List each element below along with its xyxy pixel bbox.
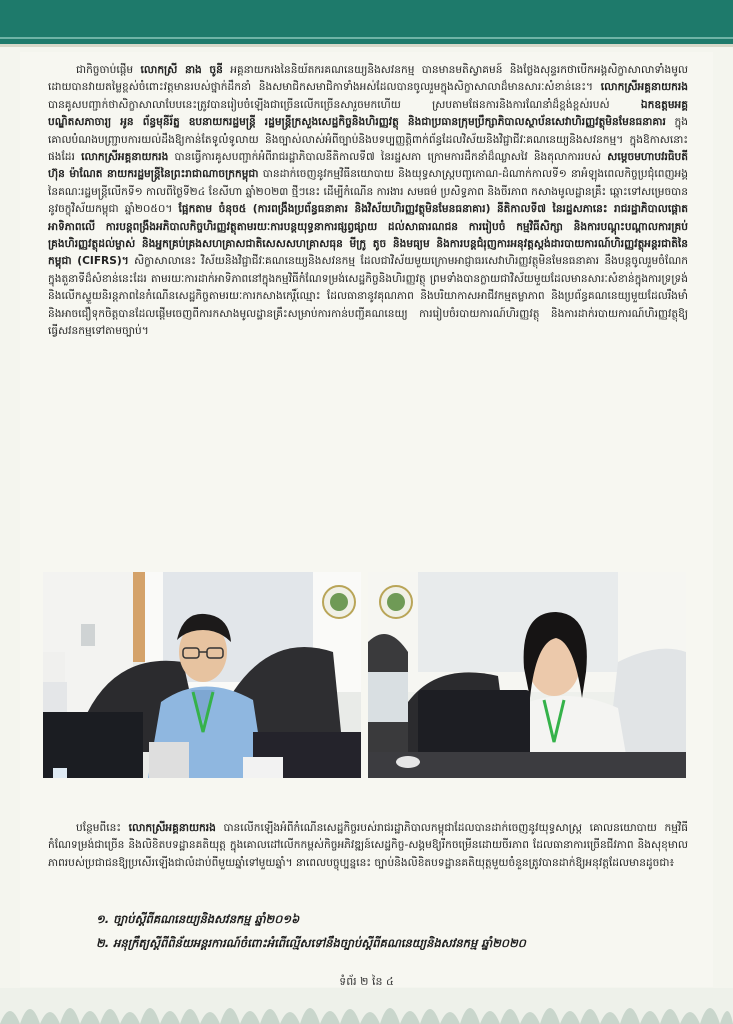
para2-text: បន្ថែមពីនេះ <box>76 822 129 834</box>
photo-participant-male <box>43 572 361 778</box>
para1-text: បានដាក់ចេញនូវកម្មវិធីនយោបាយ និងយុទ្ធសាស្ត្របញ្ចកោណ-ដំណាក់កាលទី១ នាអំឡុងពេលកិច្ចប្រជុំពេញអង្គនៃគណៈរដ្ឋមន្ត្រីលើកទី១ កាលពីថ្ងៃទី២៤ ខែសីហា ឆ្នាំ២០២៣ ថ្មីៗនេះ ដើម្បីកំណើន ការងារ សមធម៌ ប្រសិទ្ធភាព និងចីរភាព កសាងមូលដ្ឋានគ្រឹះ ឆ្ពោះទៅសម្រេចបាននូវចក្ខុវិស័យកម្ពុជា ឆ្នាំ២០៥០។ <box>48 168 688 216</box>
page-number: ទំព័រ ២ នៃ ៤ <box>339 975 394 988</box>
para1-text: បានធ្វើការគូសបញ្ជាក់អំពីរាជរដ្ឋាភិបាលនីតិកាលទី៧ នៃរដ្ឋសភា ក្រោមការដឹកនាំដ៏ឈ្លាសវៃ និងតុលាការរបស់ <box>168 151 608 164</box>
photo-participant-male-image <box>43 572 361 778</box>
para1-name-deputy-title: លោកស្រីអគ្គនាយករង <box>81 151 169 164</box>
paragraph-1 <box>48 62 688 562</box>
para1-text: ក្នុងគោលបំណងបញ្ជ្រាបការយល់ដឹងឱ្យកាន់តែទូលំទូលាយ និងច្បាស់លាស់អំពីច្បាប់និងបទប្បញ្ញត្តិពាក់ព័ន្ធដែលវិស័យនិងវិជ្ជាជីវៈគណនេយ្យនិងសវនកម្ម។ ក្នុងឱកាសនោះផងដែរ <box>48 116 688 164</box>
para1-name-prime-minister: សម្តេចមហាបវរធិបតី ហ៊ុន ម៉ាណែត នាយករដ្ឋមន្ត្រីនៃព្រះរាជាណាចក្រកម្ពុជា <box>48 151 688 181</box>
photo-participant-female-image <box>368 572 686 778</box>
para1-text: សិក្ខាសាលានេះ វិស័យនិងវិជ្ជាជីវៈគណនេយ្យនិងសវនកម្ម ដែលជាវិស័យមួយក្រោមអាជ្ញាធរសេវាហិរញ្ញវត្ថុមិនមែនធនាគារ នឹងបន្តចូលរួមចំណែកក្នុងតួនាទីដ៏សំខាន់នេះដែរ តាមរយៈការដាក់អាទិភាពនៅក្នុងកម្មវិធីកំណែទម្រង់សេដ្ឋកិច្ចនិងហិរញ្ញវត្ថុ ព្រមទាំងបានក្លាយជាវិស័យមួយដែលមានសារៈសំខាន់ក្នុងការទ្រទ្រង់ និងលើកស្ទួយនិរន្តភាពនៃកំណើនសេដ្ឋកិច្ចតាមរយៈការកសាងកេរ្តិ៍ឈ្មោះ ដែលធានានូវគុណភាព និងបរិយាកាសអាជីវកម្មតម្លាភាព និងប្រព័ន្ធគណនេយ្យមួយដែលរឹងមាំនិងអាចជឿទុកចិត្តបានដែលផ្តើមចេញពីការកសាងមូលដ្ឋានគ្រឹះសម្រាប់ការកាន់បញ្ជីគណនេយ្យ ការរៀបចំរបាយការណ៍ហិរញ្ញវត្ថុ និងការដាក់របាយការណ៍ហិរញ្ញវត្ថុឱ្យធ្វើសវនកម្មទៅតាមច្បាប់។ <box>48 255 688 338</box>
bottom-ornament-border <box>0 988 733 1024</box>
header-band-line <box>0 37 733 39</box>
para1-name-minister: ឯកឧត្តមអគ្គបណ្ឌិតសភាចារ្យ អូន ព័ន្ធមុនីរ័ត្ន ឧបនាយករដ្ឋមន្ត្រី រដ្ឋមន្ត្រីក្រសួងសេដ្ឋកិច្ចនិងហិរញ្ញវត្ថុ និងជាប្រធានក្រុមប្រឹក្សាភិបាលស្ថាប័នសេវាហិរញ្ញវត្ថុមិនមែនធនាគារ <box>48 98 688 129</box>
para1-name-deputy-title: លោកស្រីអគ្គនាយករង <box>600 81 688 94</box>
para1-bold-priority: ផ្អែកតាម ចំនុច៥ (ការពង្រឹងប្រព័ន្ធធនាគារ និងវិស័យហិរញ្ញវត្ថុមិនមែនធនាគារ) នីតិកាលទី៧ នៃរដ្ឋសភានេះ រាជរដ្ឋាភិបាលផ្តោតអាទិភាពលើ ការបន្តពង្រឹងអភិបាលកិច្ចហិរញ្ញវត្ថុតាមរយៈការបន្តយុទ្ធនាការផ្សព្វផ្សាយ ដល់សាធារណជន ការរៀបចំ កម្មវិធីសិក្សា និងការបណ្តុះបណ្តាលការគ្រប់គ្រងហិរញ្ញវត្ថុដល់ម្ចាស់ និងអ្នកគ្រប់គ្រងសហគ្រាសជាតិសេសសហគ្រាសធុន មីក្រូ តូច និងមធ្យម និងការបន្តជំរុញការអនុវត្តស្តង់ដារបាយការណ៍ហិរញ្ញវត្ថុអន្តរជាតិនៃកម្ពុជា (CIFRS)។ <box>48 203 688 268</box>
law-list-item: ១. ច្បាប់ស្តីពីគណនេយ្យនិងសវនកម្ម ឆ្នាំ២០១៦ <box>96 912 300 926</box>
para1-text: ជាកិច្ចចាប់ផ្តើម <box>76 64 141 76</box>
para1-name-deputy: លោកស្រី នាង ចូនី <box>140 64 223 76</box>
para2-name-deputy-title: លោកស្រីអគ្គនាយករង <box>128 822 216 834</box>
law-list-item: ២. អនុក្រឹត្យស្តីពីពិន័យអន្តរការណ៍ចំពោះអំពើល្មើសទៅនឹងច្បាប់ស្តីពីគណនេយ្យនិងសវនកម្ម ឆ្នាំ២០២០ <box>96 936 526 950</box>
para1-text: បានគូសបញ្ជាក់ថាសិក្ខាសាលាបែបនេះត្រូវបានរៀបចំឡើងជាច្រើនលើកច្រើនសារួចមកហើយ ស្របតាមផែនការនិងការណែនាំដ៏ខ្ពង់ខ្ពស់របស់ <box>48 98 641 111</box>
paragraph-2 <box>48 820 688 888</box>
para1-text: អគ្គនាយករងនៃនិយ័តករគណនេយ្យនិងសវនកម្ម បានមានមតិស្វាគមន៍ និងថ្លែងសុន្ទរកថាបើកអង្គសិក្ខាសាលាទាំងមូល ដោយបានវាយតម្លៃខ្ពស់ចំពោះវត្តមានរបស់ថ្នាក់ដឹកនាំ និងសមាជិកសមាជិកាទាំងអស់ដែលបានចូលរួមក្នុងសិក្ខាសាលាដ៏មានសារៈសំខាន់នេះ។ <box>48 64 688 94</box>
photo-participant-female <box>368 572 686 778</box>
para2-text: បានលើកឡើងអំពីកំណើនសេដ្ឋកិច្ចរបស់រាជរដ្ឋាភិបាលកម្ពុជាដែលបានដាក់ចេញនូវយុទ្ធសាស្ត្រ គោលនយោបាយ កម្មវិធីកំណែទម្រង់ជាច្រើន និងលិខិតបទដ្ឋានគតិយុត្ត ក្នុងគោលដៅលើកកម្ពស់កិច្ចអភិវឌ្ឍន៍សេដ្ឋកិច្ច-សង្គមឱ្យរីកចម្រើនដោយចីរភាព ដែលធានាការច្រើនជីវភាព និងសុខុមាលភាពរបស់ប្រជាជនឱ្យប្រសើរឡើងជាលំដាប់ពីមួយឆ្នាំទៅមួយឆ្នាំ។ នាពេលបច្ចុប្បន្ននេះ ច្បាប់និងលិខិតបទដ្ឋានគតិយុត្តមួយចំនួនត្រូវបានដាក់ឱ្យអនុវត្តដែលមានដូចជា៖ <box>48 822 688 869</box>
header-band <box>0 0 733 47</box>
